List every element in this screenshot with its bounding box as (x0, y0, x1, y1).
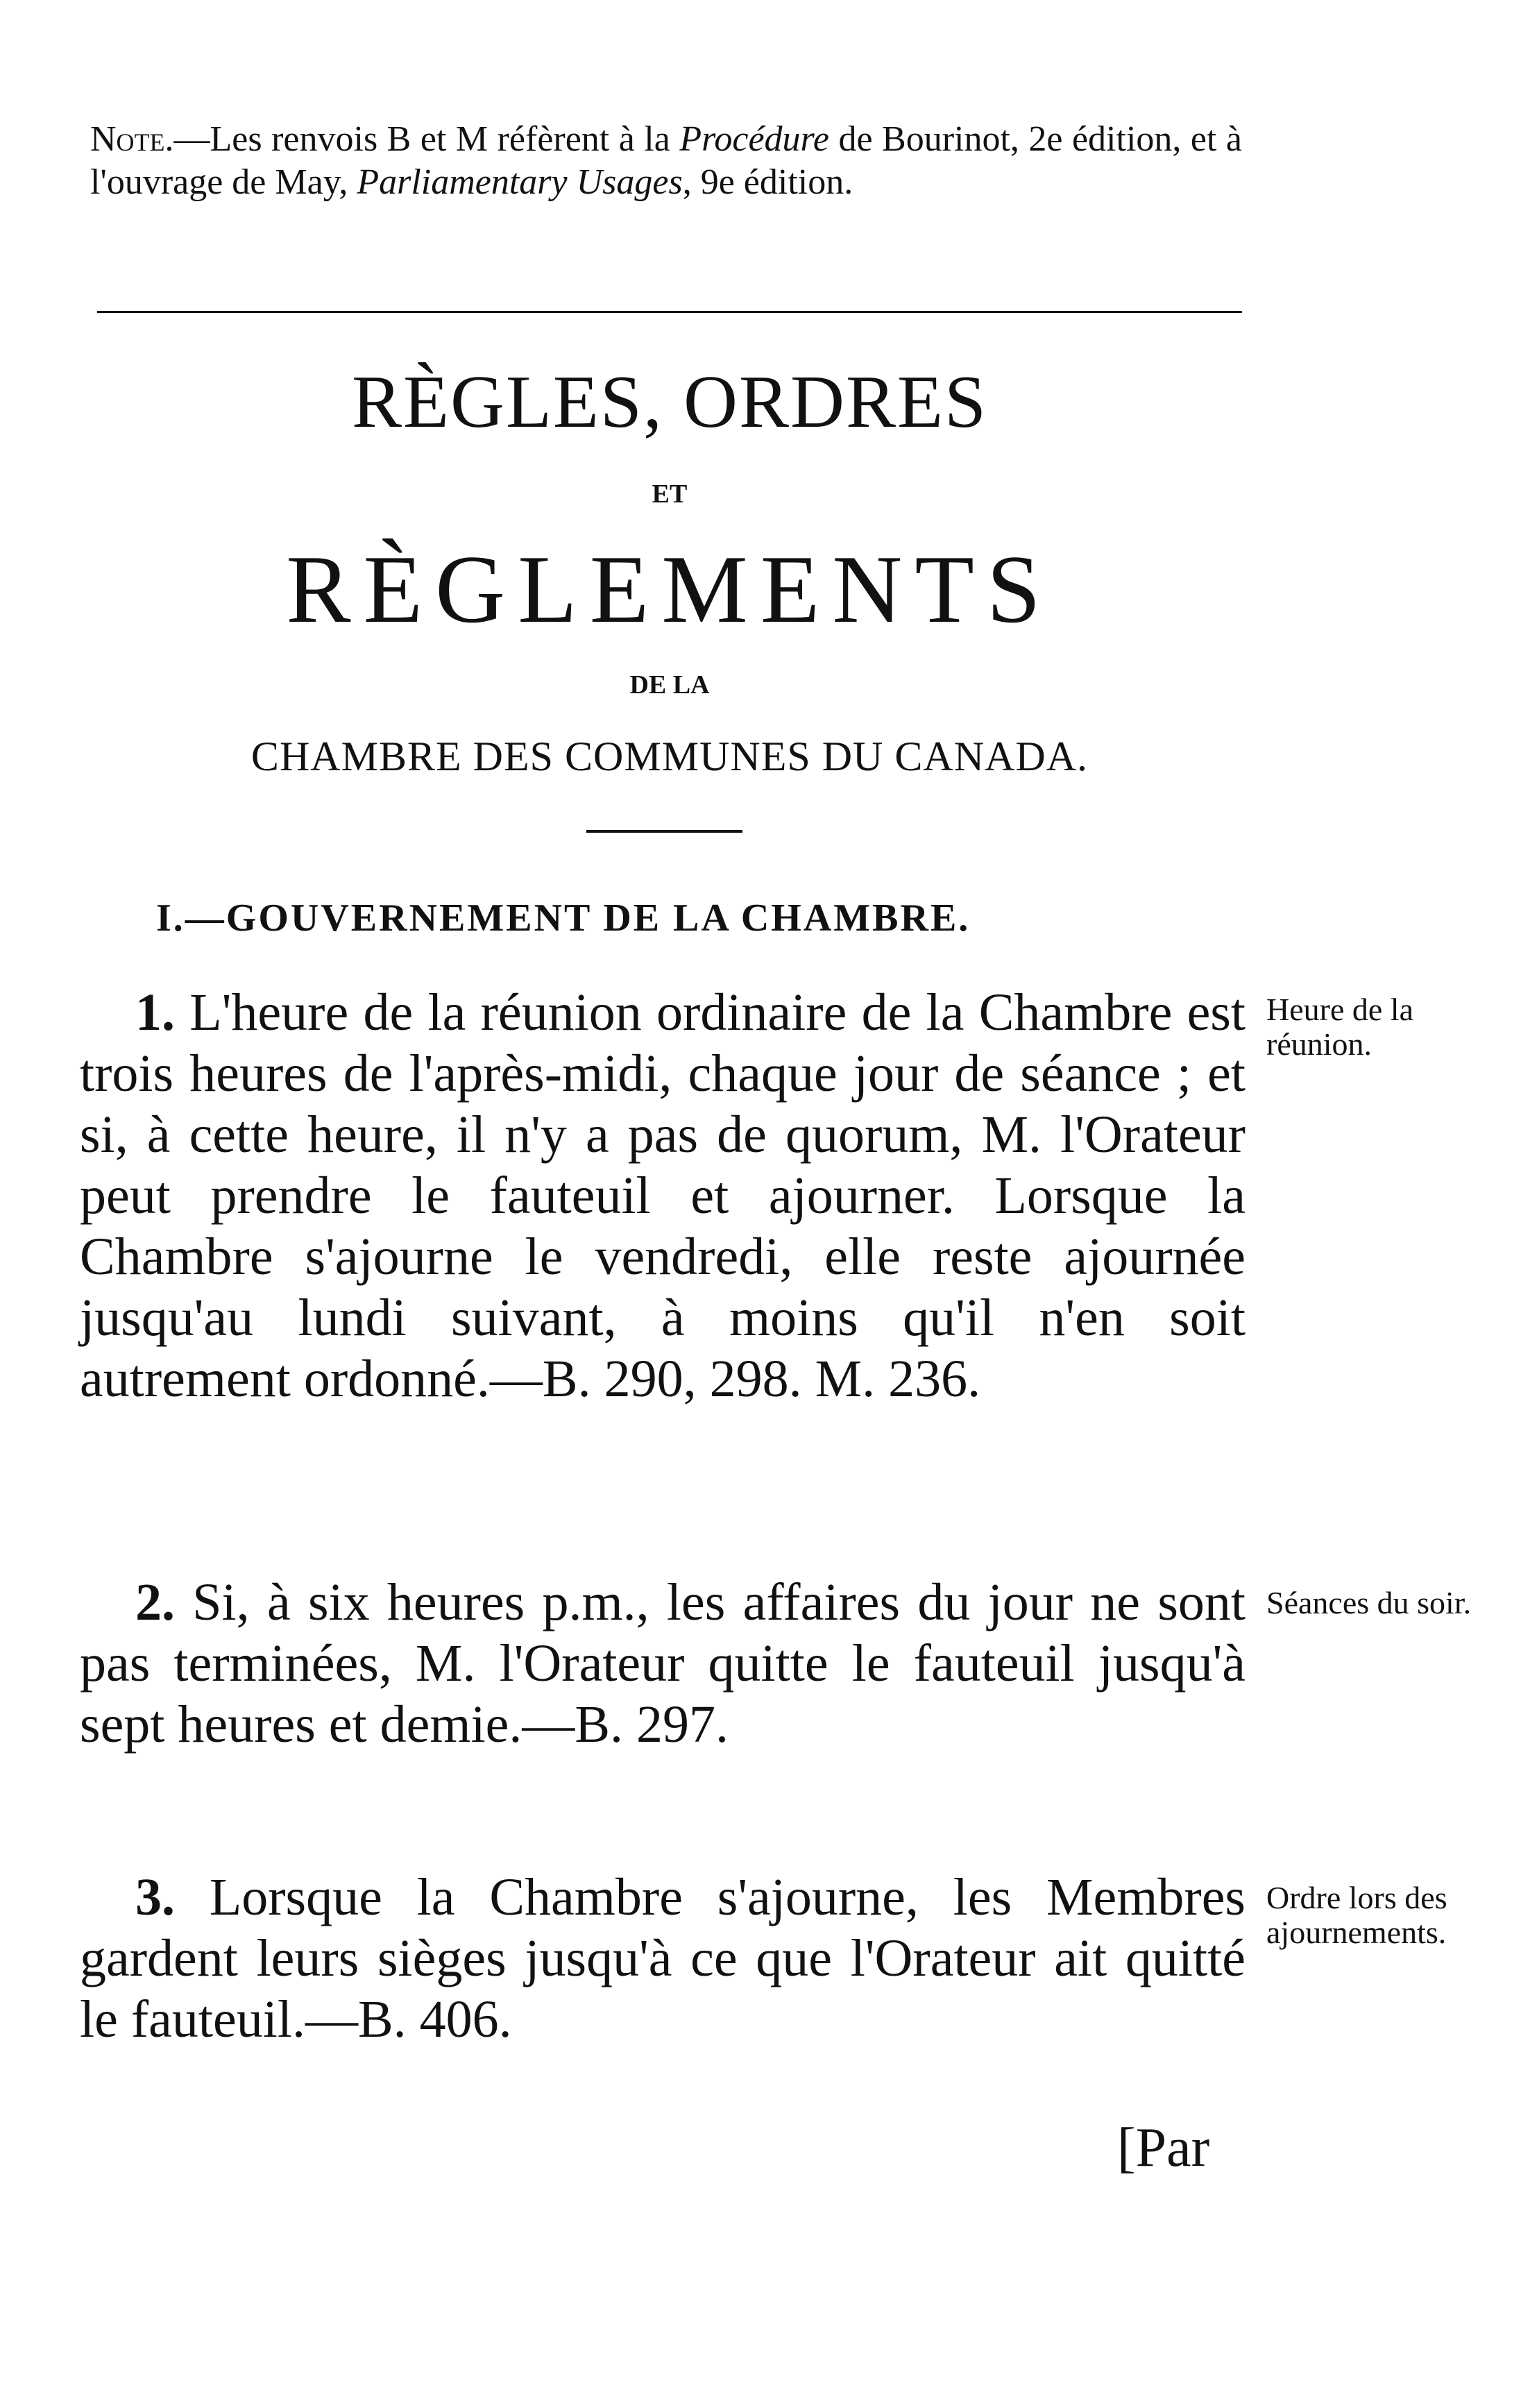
note-text-2: de Bourinot, 2e édition, et à l'ouvrage de May, (90, 119, 1242, 202)
rule-2 (80, 1572, 1246, 1755)
editorial-note (90, 118, 1242, 204)
title-de-la: DE LA (629, 670, 710, 699)
rule-3 (80, 1867, 1246, 2050)
note-label: Note (90, 119, 165, 159)
rule-1 (80, 982, 1246, 1409)
title-et: ET (652, 480, 688, 509)
rule-1-margin-note: Heure de la réunion. (1266, 992, 1413, 1062)
divider-long (97, 311, 1242, 313)
note-italic-1: Procédure (679, 119, 829, 159)
note-text-1: .—Les renvois B et M réfèrent à la (164, 119, 680, 159)
note-italic-2: Parliamentary Usages (357, 162, 683, 202)
rule-3-number: 3. (135, 1868, 175, 1926)
title-line-1: RÈGLES, ORDRES (351, 361, 988, 443)
rule-2-text: Si, à six heures p.m., les affaires du jour ne sont pas terminées, M. l'Orateur quitte le fauteuil jusqu'à sept heures et demie.—B. 297. (80, 1573, 1246, 1754)
catchword: [Par (1117, 2117, 1210, 2178)
note-text-3: , 9e édition. (682, 162, 853, 202)
title-line-2: RÈGLEMENTS (286, 536, 1053, 643)
rule-1-text: L'heure de la réunion ordinaire de la Chambre est trois heures de l'après-midi, chaque jour de séance ; et si, à cette heure, il n'y a pas de quorum, M. l'Orateur peut prendre le fauteuil et ajourner. Lorsque la Chambre s'ajourne le vendredi, elle reste ajournée jusqu'au lundi suivant, à moins qu'il n'en soit autrement ordonné.—B. 290, 298. M. 236. (80, 983, 1246, 1408)
rule-3-text: Lorsque la Chambre s'ajourne, les Membres gardent leurs sièges jusqu'à ce que l'Orateur ait quitté le fauteuil.—B. 406. (80, 1868, 1246, 2049)
rule-2-margin-note: Séances du soir. (1266, 1585, 1472, 1620)
rule-3-margin-note: Ordre lors des ajournements. (1266, 1880, 1447, 1950)
title-line-3: CHAMBRE DES COMMUNES DU CANADA. (250, 734, 1089, 779)
divider-short (586, 830, 742, 833)
rule-1-number: 1. (135, 983, 175, 1042)
section-heading: I.—GOUVERNEMENT DE LA CHAMBRE. (156, 897, 971, 940)
rule-2-number: 2. (135, 1573, 175, 1631)
